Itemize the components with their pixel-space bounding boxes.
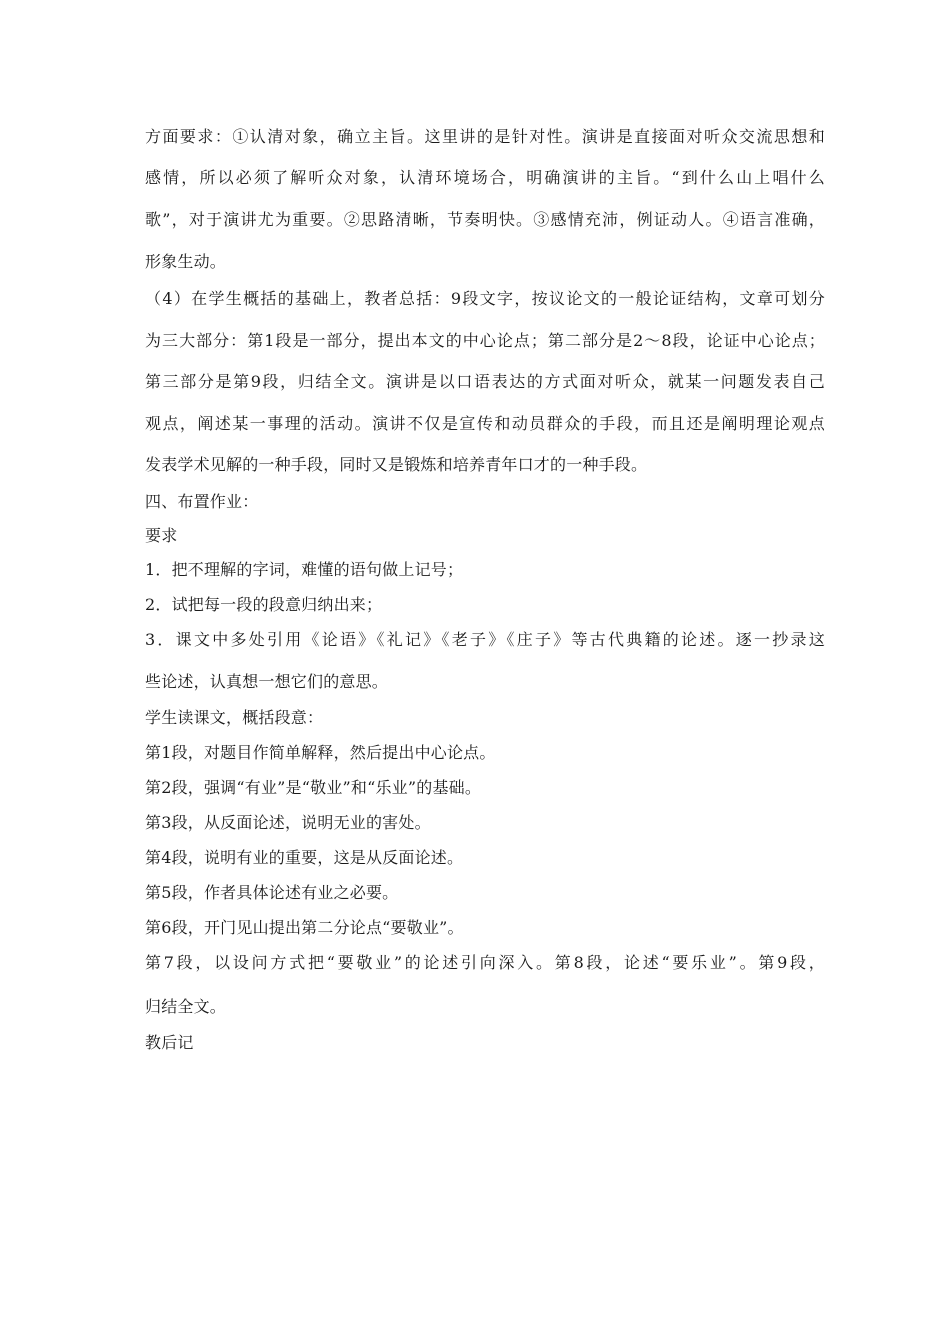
text-line-8: 观点，阐述某一事理的活动。演讲不仅是宣传和动员群众的手段，而且还是阐明理论观点 <box>145 414 825 433</box>
text-line-17: 第1段，对题目作简单解释，然后提出中心论点。 <box>145 743 496 762</box>
text-line-20: 第4段，说明有业的重要，这是从反面论述。 <box>145 848 464 867</box>
text-line-19: 第3段，从反面论述，说明无业的害处。 <box>145 813 431 832</box>
text-line-22: 第6段，开门见山提出第二分论点“要敬业”。 <box>145 918 464 937</box>
text-line-12: 1．把不理解的字词，难懂的语句做上记号； <box>145 560 464 579</box>
text-line-25: 教后记 <box>145 1033 194 1052</box>
text-line-13: 2．试把每一段的段意归纳出来； <box>145 595 383 614</box>
text-line-21: 第5段，作者具体论述有业之必要。 <box>145 883 399 902</box>
text-line-3: 歌”，对于演讲尤为重要。②思路清晰，节奏明快。③感情充沛，例证动人。④语言准确， <box>145 210 825 229</box>
text-line-6: 为三大部分：第1段是一部分，提出本文的中心论点；第二部分是2～8段，论证中心论点； <box>145 331 825 350</box>
text-line-5: （4）在学生概括的基础上，教者总括：9段文字，按议论文的一般论证结构，文章可划分 <box>145 289 825 308</box>
text-line-24: 归结全文。 <box>145 997 227 1016</box>
text-line-18: 第2段，强调“有业”是“敬业”和“乐业”的基础。 <box>145 778 482 797</box>
text-line-1: 方面要求：①认清对象，确立主旨。这里讲的是针对性。演讲是直接面对听众交流思想和 <box>145 127 825 146</box>
text-line-11: 要求 <box>145 526 178 545</box>
text-line-23: 第7段，以设问方式把“要敬业”的论述引向深入。第8段，论述“要乐业”。第9段， <box>145 953 825 972</box>
text-line-15: 些论述，认真想一想它们的意思。 <box>145 672 389 691</box>
text-line-16: 学生读课文，概括段意： <box>145 708 324 727</box>
text-line-7: 第三部分是第9段，归结全文。演讲是以口语表达的方式面对听众，就某一问题发表自己 <box>145 372 825 391</box>
text-line-4: 形象生动。 <box>145 252 227 271</box>
section-heading: 四、布置作业： <box>145 492 259 511</box>
text-line-2: 感情，所以必须了解听众对象，认清环境场合，明确演讲的主旨。“到什么山上唱什么 <box>145 168 825 187</box>
text-line-14: 3．课文中多处引用《论语》《礼记》《老子》《庄子》等古代典籍的论述。逐一抄录这 <box>145 630 825 649</box>
text-line-9: 发表学术见解的一种手段，同时又是锻炼和培养青年口才的一种手段。 <box>145 455 648 474</box>
